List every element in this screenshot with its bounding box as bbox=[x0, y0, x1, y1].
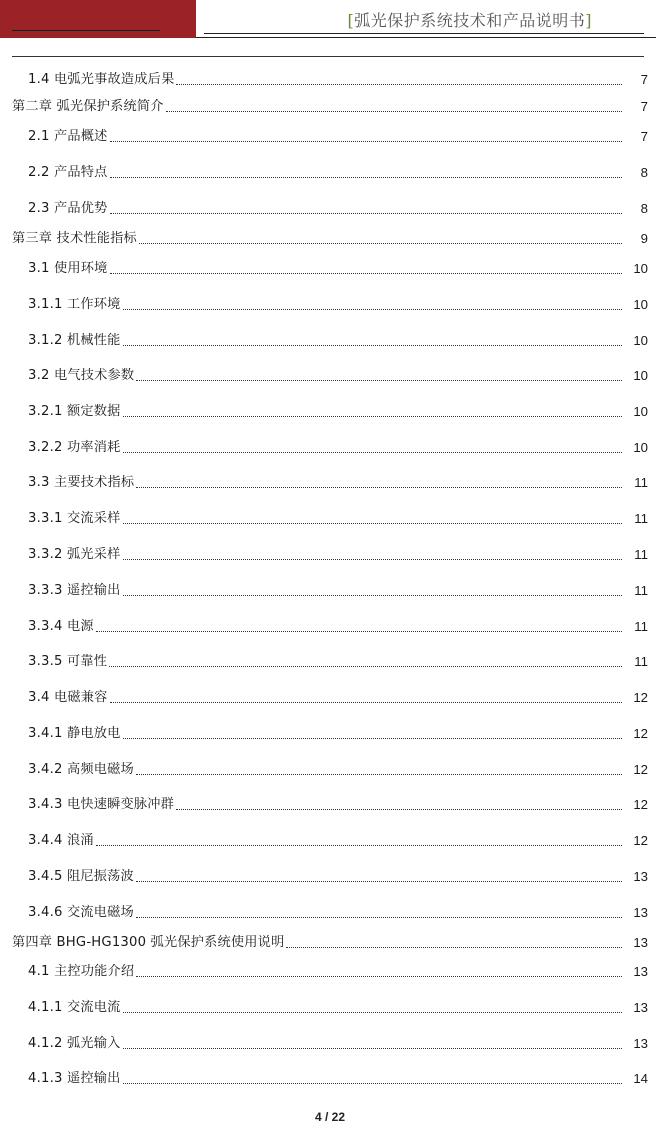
toc-entry-page: 12 bbox=[633, 726, 648, 741]
toc-dot-leader bbox=[166, 111, 622, 112]
toc-entry-page: 13 bbox=[633, 935, 648, 950]
toc-entry-page: 13 bbox=[633, 905, 648, 920]
toc-entry-page: 13 bbox=[633, 964, 648, 979]
toc-entry-label: 第二章 弧光保护系统简介 bbox=[12, 99, 164, 114]
toc-section-entry[interactable] bbox=[0, 160, 660, 182]
toc-entry-page: 10 bbox=[633, 440, 648, 455]
toc-entry-page: 11 bbox=[634, 583, 648, 598]
toc-dot-leader bbox=[123, 452, 623, 453]
toc-entry-label: 3.4.6 交流电磁场 bbox=[28, 905, 134, 920]
toc-dot-leader bbox=[110, 273, 622, 274]
toc-section-entry[interactable] bbox=[0, 256, 660, 278]
title-bracket-open: [ bbox=[347, 11, 355, 30]
toc-dot-leader bbox=[136, 487, 622, 488]
toc-dot-leader bbox=[123, 559, 623, 560]
toc-dot-leader bbox=[110, 177, 622, 178]
toc-entry-label: 4.1.1 交流电流 bbox=[28, 1000, 121, 1015]
toc-section-entry[interactable] bbox=[0, 685, 660, 707]
toc-dot-leader bbox=[176, 809, 622, 810]
toc-entry-label: 3.3.3 遥控输出 bbox=[28, 583, 121, 598]
toc-section-entry[interactable] bbox=[0, 649, 660, 671]
toc-section-entry[interactable] bbox=[0, 542, 660, 564]
toc-section-entry[interactable] bbox=[0, 196, 660, 218]
header-rule bbox=[196, 37, 656, 38]
toc-dot-leader bbox=[136, 917, 622, 918]
toc-dot-leader bbox=[123, 309, 623, 310]
toc-entry-page: 13 bbox=[633, 1036, 648, 1051]
toc-entry-label: 3.2 电气技术参数 bbox=[28, 368, 135, 383]
toc-section-entry[interactable] bbox=[0, 435, 660, 457]
toc-dot-leader bbox=[123, 595, 623, 596]
header-accent-block bbox=[0, 0, 196, 38]
toc-chapter-entry[interactable] bbox=[0, 930, 660, 952]
toc-entry-label: 3.3.2 弧光采样 bbox=[28, 547, 121, 562]
toc-chapter-entry[interactable] bbox=[0, 94, 660, 116]
toc-entry-label: 3.3.5 可靠性 bbox=[28, 654, 108, 669]
toc-dot-leader bbox=[123, 1083, 623, 1084]
toc-section-entry[interactable] bbox=[0, 399, 660, 421]
header-rule bbox=[204, 33, 644, 34]
toc-entry-label: 3.1 使用环境 bbox=[28, 261, 108, 276]
toc-entry-page: 13 bbox=[633, 1000, 648, 1015]
toc-entry-label: 3.1.2 机械性能 bbox=[28, 333, 121, 348]
toc-entry-page: 11 bbox=[634, 654, 648, 669]
toc-entry-page: 11 bbox=[634, 619, 648, 634]
toc-section-entry[interactable] bbox=[0, 721, 660, 743]
toc-dot-leader bbox=[110, 702, 622, 703]
toc-dot-leader bbox=[123, 345, 623, 346]
toc-dot-leader bbox=[136, 774, 622, 775]
toc-entry-page: 12 bbox=[633, 690, 648, 705]
header-accent-line bbox=[12, 30, 160, 31]
toc-dot-leader bbox=[123, 1048, 623, 1049]
title-bracket-close: ] bbox=[585, 11, 592, 30]
toc-dot-leader bbox=[139, 243, 622, 244]
toc-dot-leader bbox=[110, 141, 622, 142]
toc-entry-page: 7 bbox=[640, 99, 648, 114]
toc-entry-label: 3.2.2 功率消耗 bbox=[28, 440, 121, 455]
toc-section-entry[interactable] bbox=[0, 470, 660, 492]
toc-entry-label: 4.1 主控功能介绍 bbox=[28, 964, 135, 979]
toc-entry-page: 10 bbox=[633, 368, 648, 383]
toc-entry-page: 10 bbox=[633, 297, 648, 312]
toc-entry-page: 11 bbox=[634, 547, 648, 562]
toc-dot-leader bbox=[123, 416, 623, 417]
toc-section-entry[interactable] bbox=[0, 292, 660, 314]
toc-dot-leader bbox=[123, 1012, 623, 1013]
toc-entry-label: 3.3 主要技术指标 bbox=[28, 475, 135, 490]
toc-entry-label: 2.1 产品概述 bbox=[28, 129, 108, 144]
toc-dot-leader bbox=[136, 881, 622, 882]
toc-entry-page: 11 bbox=[634, 475, 648, 490]
toc-section-entry[interactable] bbox=[0, 828, 660, 850]
toc-entry-label: 2.3 产品优势 bbox=[28, 201, 108, 216]
toc-entry-label: 3.4.3 电快速瞬变脉冲群 bbox=[28, 797, 175, 812]
toc-section-entry[interactable] bbox=[0, 1066, 660, 1088]
toc-entry-page: 10 bbox=[633, 261, 648, 276]
toc-entry-label: 3.4 电磁兼容 bbox=[28, 690, 108, 705]
toc-entry-label: 4.1.3 遥控输出 bbox=[28, 1071, 121, 1086]
toc-entry-label: 3.4.4 浪涌 bbox=[28, 833, 94, 848]
toc-entry-page: 7 bbox=[640, 72, 648, 87]
toc-entry-label: 3.4.5 阻尼振荡波 bbox=[28, 869, 134, 884]
toc-section-entry[interactable] bbox=[0, 363, 660, 385]
toc-entry-page: 11 bbox=[634, 511, 648, 526]
toc-section-entry[interactable] bbox=[0, 124, 660, 146]
toc-chapter-entry[interactable] bbox=[0, 226, 660, 248]
toc-section-entry[interactable] bbox=[0, 959, 660, 981]
toc-entry-page: 8 bbox=[640, 165, 648, 180]
toc-section-entry[interactable] bbox=[0, 757, 660, 779]
toc-entry-page: 7 bbox=[640, 129, 648, 144]
toc-entry-label: 3.3.4 电源 bbox=[28, 619, 94, 634]
toc-entry-page: 12 bbox=[633, 797, 648, 812]
toc-entry-label: 3.4.2 高频电磁场 bbox=[28, 762, 134, 777]
toc-entry-label: 3.4.1 静电放电 bbox=[28, 726, 121, 741]
toc-entry-page: 9 bbox=[640, 231, 648, 246]
title-text: 弧光保护系统技术和产品说明书 bbox=[354, 11, 586, 30]
toc-dot-leader bbox=[96, 631, 622, 632]
toc-entry-label: 3.2.1 额定数据 bbox=[28, 404, 121, 419]
page-number: 4 / 22 bbox=[314, 1110, 346, 1124]
toc-entry-page: 10 bbox=[633, 333, 648, 348]
toc-entry-label: 3.3.1 交流采样 bbox=[28, 511, 121, 526]
document-title bbox=[347, 8, 592, 31]
toc-dot-leader bbox=[110, 213, 622, 214]
toc-entry-label: 3.1.1 工作环境 bbox=[28, 297, 121, 312]
toc-entry-page: 12 bbox=[633, 762, 648, 777]
toc-entry-label: 2.2 产品特点 bbox=[28, 165, 108, 180]
toc-section-entry[interactable] bbox=[0, 67, 660, 89]
toc-section-entry[interactable] bbox=[0, 864, 660, 886]
toc-dot-leader bbox=[286, 947, 622, 948]
toc-entry-page: 8 bbox=[640, 201, 648, 216]
toc-section-entry[interactable] bbox=[0, 614, 660, 636]
toc-dot-leader bbox=[96, 845, 622, 846]
toc-section-entry[interactable] bbox=[0, 1031, 660, 1053]
toc-entry-page: 14 bbox=[633, 1071, 648, 1086]
toc-entry-label: 第四章 BHG-HG1300 弧光保护系统使用说明 bbox=[12, 935, 285, 950]
toc-entry-label: 4.1.2 弧光输入 bbox=[28, 1036, 121, 1051]
toc-section-entry[interactable] bbox=[0, 506, 660, 528]
toc-entry-page: 12 bbox=[633, 833, 648, 848]
toc-dot-leader bbox=[136, 976, 622, 977]
toc-section-entry[interactable] bbox=[0, 792, 660, 814]
toc-dot-leader bbox=[123, 523, 623, 524]
toc-entry-page: 10 bbox=[633, 404, 648, 419]
toc-section-entry[interactable] bbox=[0, 995, 660, 1017]
toc-dot-leader bbox=[176, 84, 622, 85]
header-divider bbox=[12, 56, 644, 57]
toc-entry-label: 1.4 电弧光事故造成后果 bbox=[28, 72, 175, 87]
toc-section-entry[interactable] bbox=[0, 900, 660, 922]
toc-section-entry[interactable] bbox=[0, 578, 660, 600]
toc-entry-label: 第三章 技术性能指标 bbox=[12, 231, 137, 246]
toc-dot-leader bbox=[109, 666, 622, 667]
toc-entry-page: 13 bbox=[633, 869, 648, 884]
toc-dot-leader bbox=[136, 380, 622, 381]
toc-dot-leader bbox=[123, 738, 623, 739]
toc-section-entry[interactable] bbox=[0, 328, 660, 350]
